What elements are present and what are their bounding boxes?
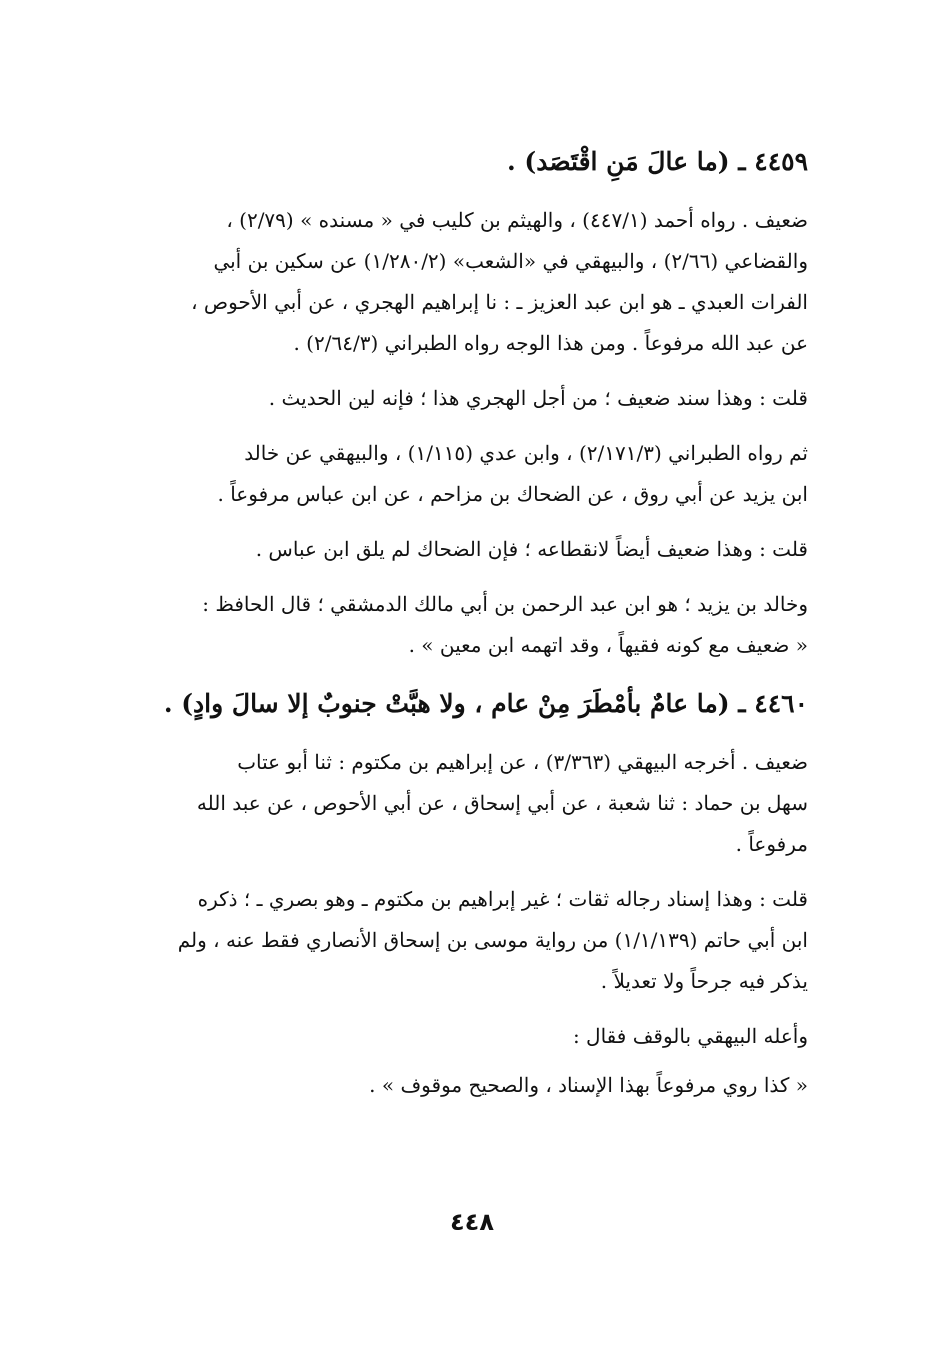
text-line: ضعيف . رواه أحمد (٤٤٧/١) ، والهيثم بن كليب في « مسنده » (٢/٧٩) ، xyxy=(226,208,808,232)
comment-paragraph xyxy=(96,1016,808,1057)
comment-paragraph xyxy=(96,378,808,419)
text-line: ابن أبي حاتم (١/١/١٣٩) من رواية موسى بن إسحاق الأنصاري فقط عنه ، ولم xyxy=(177,928,808,952)
comment-paragraph xyxy=(96,879,808,1002)
text-line: سهل بن حماد : ثنا شعبة ، عن أبي إسحاق ، عن أبي الأحوص ، عن عبد الله xyxy=(196,791,808,815)
text-line: قلت : وهذا سند ضعيف ؛ من أجل الهجري هذا ؛ فإنه لين الحديث . xyxy=(268,386,808,410)
takhrij-paragraph xyxy=(96,200,808,364)
comment-paragraph xyxy=(96,529,808,570)
text-line: قلت : وهذا ضعيف أيضاً لانقطاعه ؛ فإن الضحاك لم يلق ابن عباس . xyxy=(255,537,808,561)
text-line: ثم رواه الطبراني (٢/١٧١/٣) ، وابن عدي (١/١١٥) ، والبيهقي عن خالد xyxy=(244,441,808,465)
page-number: ٤٤٨ xyxy=(450,1208,494,1236)
comment-paragraph xyxy=(96,584,808,666)
text-line: « كذا روي مرفوعاً بهذا الإسناد ، والصحيح موقوف » . xyxy=(369,1073,808,1097)
text-line: ابن يزيد عن أبي روق ، عن الضحاك بن مزاحم ، عن ابن عباس مرفوعاً . xyxy=(217,482,808,506)
quote-paragraph xyxy=(96,1065,808,1106)
text-line: « ضعيف مع كونه فقيهاً ، وقد اتهمه ابن معين » . xyxy=(408,633,808,657)
text-line: والقضاعي (٢/٦٦) ، والبيهقي في «الشعب» (١/٢٨٠/٢) عن سكين بن أبي xyxy=(213,249,808,273)
text-line: قلت : وهذا إسناد رجاله ثقات ؛ غير إبراهيم بن مكتوم ـ وهو بصري ـ ؛ ذكره xyxy=(197,887,808,911)
page-body xyxy=(96,138,808,1120)
text-line: ضعيف . أخرجه البيهقي (٣/٣٦٣) ، عن إبراهيم بن مكتوم : ثنا أبو عتاب xyxy=(237,750,808,774)
text-line: يذكر فيه جرحاً ولا تعديلاً . xyxy=(600,969,808,993)
takhrij-paragraph xyxy=(96,742,808,865)
text-line: الفرات العبدي ـ هو ابن عبد العزيز ـ : نا إبراهيم الهجري ، عن أبي الأحوص ، xyxy=(191,290,808,314)
hadith-heading: ٤٤٦٠ ـ (ما عامٌ بأمْطَرَ مِنْ عام ، ولا هبَّتْ جنوبٌ إلا سالَ وادٍ) . xyxy=(163,689,808,718)
hadith-heading: ٤٤٥٩ ـ (ما عالَ مَنِ اقْتَصَد) . xyxy=(507,147,808,176)
text-line: مرفوعاً . xyxy=(735,832,808,856)
text-line: وخالد بن يزيد ؛ هو ابن عبد الرحمن بن أبي مالك الدمشقي ؛ قال الحافظ : xyxy=(202,592,808,616)
hadith-entry-4460 xyxy=(96,680,808,1106)
comment-paragraph xyxy=(96,433,808,515)
text-line: وأعله البيهقي بالوقف فقال : xyxy=(572,1024,808,1048)
hadith-entry-4459 xyxy=(96,138,808,666)
text-line: عن عبد الله مرفوعاً . ومن هذا الوجه رواه الطبراني (٢/٦٤/٣) . xyxy=(293,331,808,355)
